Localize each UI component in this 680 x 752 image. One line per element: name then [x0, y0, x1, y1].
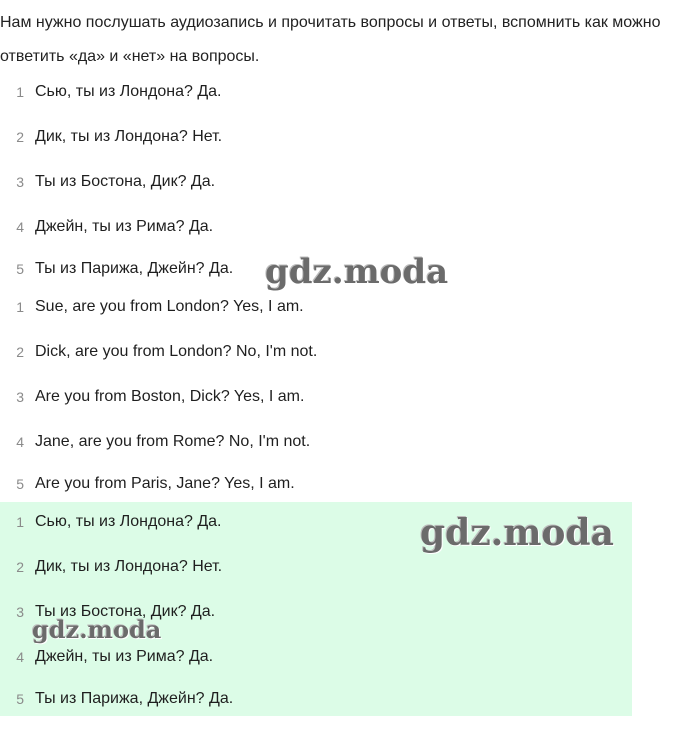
item-text: Ты из Парижа, Джейн? Да. [35, 690, 234, 707]
list-item [0, 159, 680, 204]
watermark: gdz.moda [420, 512, 614, 554]
item-number: 1 [16, 513, 24, 530]
list-item [0, 374, 680, 419]
item-text: Jane, are you from Rome? No, I'm not. [35, 432, 311, 450]
item-number: 4 [16, 433, 24, 450]
item-number: 5 [16, 691, 24, 707]
item-text: Are you from Paris, Jane? Yes, I am. [35, 475, 295, 492]
list-item [0, 464, 680, 504]
item-text: Сью, ты из Лондона? Да. [35, 82, 222, 100]
list-item [0, 329, 680, 374]
watermark: gdz.moda [265, 252, 449, 292]
list-item [0, 69, 680, 114]
intro-text: Нам нужно послушать аудиозапись и прочитать вопросы и ответы, вспомнить как можно ответить «да» и «нет» на вопросы. [0, 14, 661, 65]
item-number: 2 [16, 558, 24, 575]
item-number: 5 [16, 476, 24, 492]
item-text: Ты из Бостона, Дик? Да. [35, 172, 216, 190]
item-number: 5 [16, 261, 24, 277]
item-text: Джейн, ты из Рима? Да. [35, 647, 214, 665]
item-number: 3 [16, 603, 24, 620]
item-text: Джейн, ты из Рима? Да. [35, 217, 214, 235]
item-number: 2 [16, 343, 24, 360]
item-number: 1 [16, 83, 24, 100]
item-text: Dick, are you from London? No, I'm not. [35, 342, 318, 360]
watermark: gdz.moda [32, 615, 162, 644]
list-item [0, 114, 680, 159]
item-text: Ты из Бостона, Дик? Да. [35, 602, 216, 620]
item-text: Sue, are you from London? Yes, I am. [35, 297, 304, 315]
item-text: Дик, ты из Лондона? Нет. [35, 557, 223, 575]
item-number: 4 [16, 218, 24, 235]
list-item [0, 419, 680, 464]
item-text: Сью, ты из Лондона? Да. [35, 512, 222, 530]
english-list [0, 284, 680, 504]
item-text: Ты из Парижа, Джейн? Да. [35, 260, 234, 277]
item-number: 4 [16, 648, 24, 665]
item-number: 3 [16, 173, 24, 190]
list-item [0, 204, 680, 249]
list-item [0, 679, 680, 719]
item-text: Are you from Boston, Dick? Yes, I am. [35, 387, 305, 405]
item-text: Дик, ты из Лондона? Нет. [35, 127, 223, 145]
item-number: 2 [16, 128, 24, 145]
item-number: 1 [16, 298, 24, 315]
item-number: 3 [16, 388, 24, 405]
